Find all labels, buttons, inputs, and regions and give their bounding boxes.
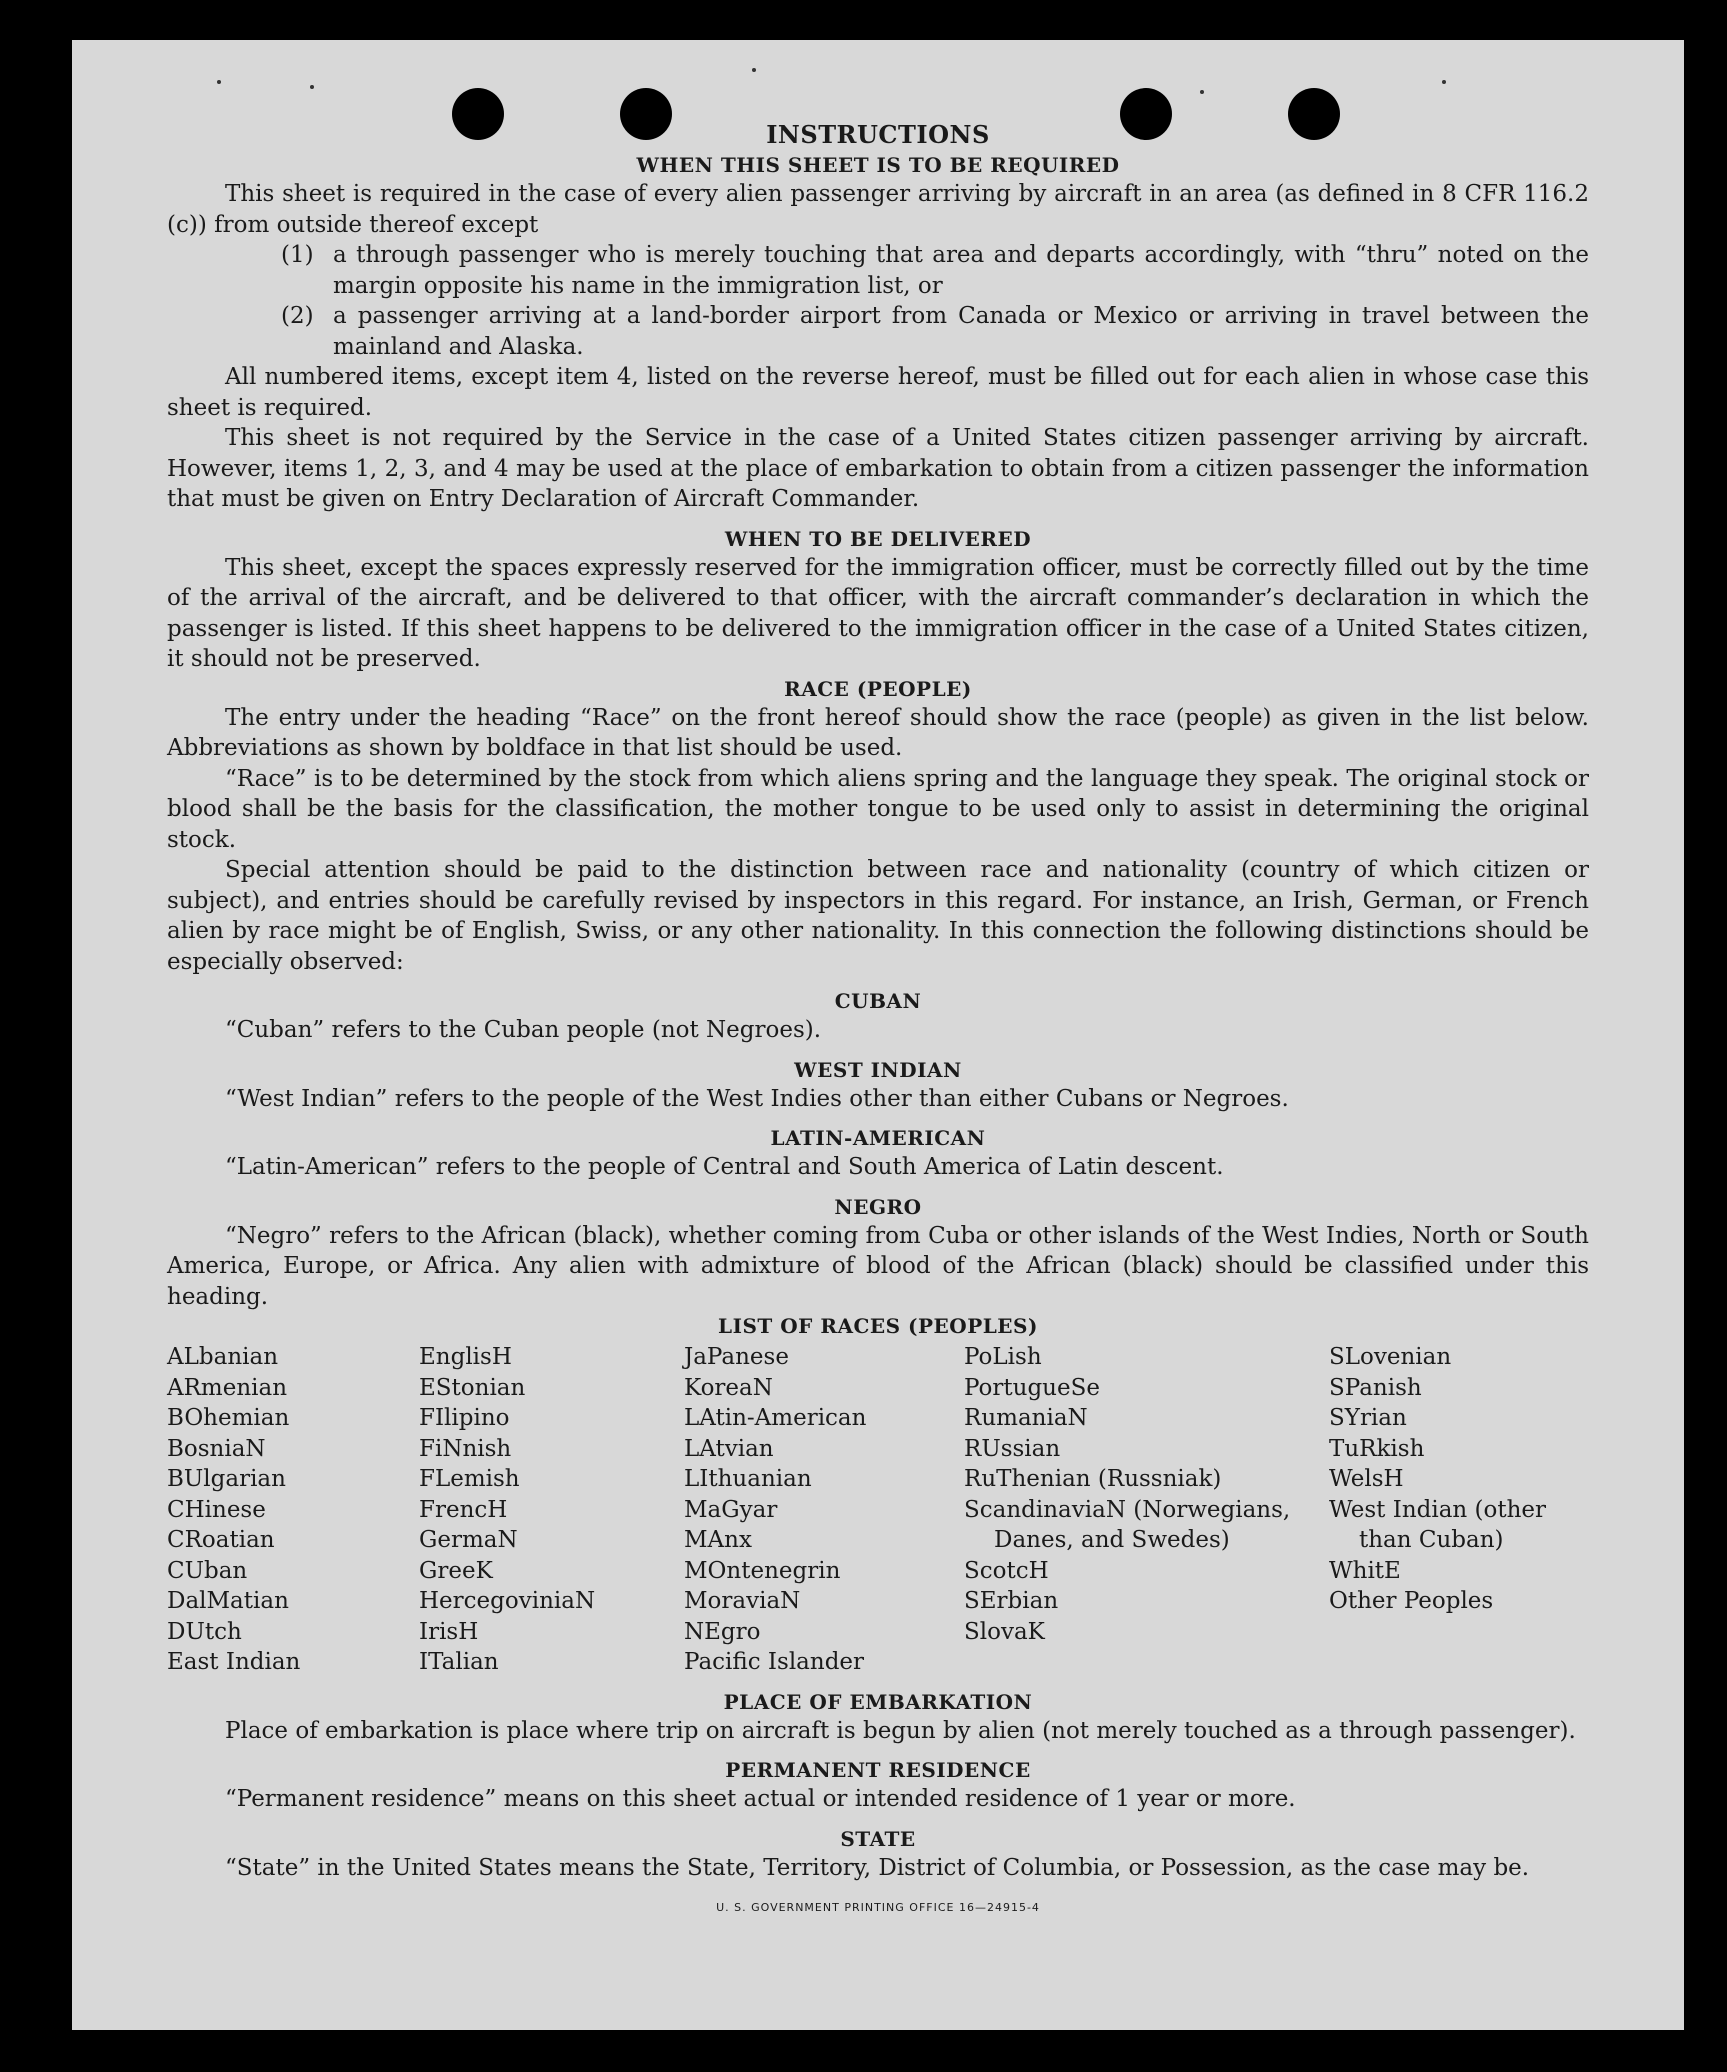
race-entry: ScotcH [964,1557,1049,1584]
race-entry: FrencH [419,1496,508,1523]
race-entry: PoLish [964,1344,1042,1370]
list-item [167,301,1589,362]
race-entry: ARmenian [167,1374,288,1401]
race-entry: EStonian [419,1374,526,1401]
race-entry: JaPanese [684,1344,789,1370]
race-entry: FIlipino [419,1405,510,1431]
race-entry: GreeK [419,1557,493,1584]
speck [1442,80,1446,84]
race-entry: WelsH [1329,1466,1404,1492]
paragraph: This sheet, except the spaces expressly reserved for the immigration officer, must be correctly filled out by the time of the arrival of the aircraft, and be delivered to that officer, with the aircraft commander’s declaration in which the passenger is listed. If this sheet happens to be delivered to the immigration officer in the case of a United States citizen, it should not be preserved. [167,554,1589,672]
race-entry: SErbian [964,1588,1059,1614]
race-entry: ALbanian [167,1344,279,1370]
paragraph: The entry under the heading “Race” on the front hereof should show the race (people) as given in the list below. Abbreviations as shown by boldface in that list should be used. [167,704,1589,761]
race-entry: TuRkish [1329,1435,1425,1462]
race-entry: East Indian [167,1649,301,1675]
paragraph: “State” in the United States means the State, Territory, District of Columbia, or Possession, as the case may be. [225,1854,1530,1881]
list-item [167,240,1589,301]
item-text: a through passenger who is merely touching that area and departs accordingly, with “thru” noted on the margin opposite his name in the immigration list, or [333,242,1589,299]
page-title: INSTRUCTIONS [766,120,990,149]
race-entry: BosniaN [167,1435,266,1462]
race-entry: NEgro [684,1618,761,1645]
speck [1200,90,1204,94]
races-column [964,1342,1329,1678]
section-heading-cuban: CUBAN [834,989,922,1013]
speck [217,80,221,84]
section-heading-latin-american: LATIN-AMERICAN [770,1126,986,1150]
race-entry: LIthuanian [684,1466,812,1492]
paragraph: “Race” is to be determined by the stock from which aliens spring and the language they speak. The original stock or blood shall be the basis for the classification, the mother tongue to be used only to assist in determining the original stock. [167,765,1589,853]
section-heading-delivered: WHEN TO BE DELIVERED [724,526,1032,551]
race-entry: BUlgarian [167,1466,286,1492]
race-entry: IrisH [419,1618,479,1645]
section-heading-required: WHEN THIS SHEET IS TO BE REQUIRED [636,153,1120,177]
printer-footer: U. S. GOVERNMENT PRINTING OFFICE 16—24915-4 [716,1901,1040,1914]
punch-hole [452,88,504,140]
paragraph: Place of embarkation is place where trip on aircraft is begun by alien (not merely touched as a through passenger). [225,1717,1576,1744]
paragraph: This sheet is not required by the Service in the case of a United States citizen passenger arriving by aircraft. However, items 1, 2, 3, and 4 may be used at the place of embarkation to obtain from a citizen passenger the information that must be given on Entry Declaration of Aircraft Commander. [167,425,1589,512]
section-heading-state: STATE [840,1826,916,1851]
race-entry: MoraviaN [684,1588,801,1614]
race-entry: Other Peoples [1329,1588,1494,1614]
section-heading-negro: NEGRO [834,1194,922,1219]
race-entry: LAtvian [684,1435,774,1462]
paragraph: All numbered items, except item 4, listed on the reverse hereof, must be filled out for each alien in whose case this sheet is required. [167,364,1589,421]
races-column [1329,1342,1589,1678]
races-column [684,1342,964,1678]
race-entry: RUssian [964,1435,1061,1462]
race-entry: West Indian (other than Cuban) [1329,1496,1547,1553]
speck [310,85,314,89]
race-entry: SlovaK [964,1618,1045,1645]
race-entry: FiNnish [419,1435,512,1462]
races-column [167,1342,419,1678]
race-entry: RuThenian (Russniak) [964,1466,1222,1492]
race-entry: DalMatian [167,1588,289,1614]
paragraph: “West Indian” refers to the people of the West Indies other than either Cubans or Negroes. [225,1085,1289,1112]
race-entry: KoreaN [684,1374,773,1401]
speck [752,68,756,72]
race-entry: CUban [167,1557,248,1584]
race-entry: SYrian [1329,1405,1407,1431]
document-page [72,40,1684,2030]
race-entry: GermaN [419,1527,518,1553]
race-entry: HercegoviniaN [419,1588,596,1614]
race-entry: MAnx [684,1527,752,1553]
race-entry: SPanish [1329,1374,1422,1401]
race-entry: WhitE [1329,1557,1401,1584]
race-entry: Pacific Islander [684,1649,865,1675]
punch-hole [620,88,672,140]
race-entry: LAtin-American [684,1405,867,1431]
paragraph: Special attention should be paid to the distinction between race and nationality (country of which citizen or subject), and entries should be carefully revised by inspectors in this regard. For instance, an Irish, German, or French alien by race might be of English, Swiss, or any other nationality. In this connection the following distinctions should be especially observed: [167,857,1589,975]
section-heading-embarkation: PLACE OF EMBARKATION [723,1689,1033,1714]
paragraph: This sheet is required in the case of every alien passenger arriving by aircraft in an area (as defined in 8 CFR 116.2 (c)) from outside thereof except [167,181,1589,238]
race-entry: EnglisH [419,1344,512,1370]
item-number: (1) [281,242,314,268]
race-entry: CRoatian [167,1527,275,1553]
item-number: (2) [281,303,314,329]
paragraph: “Negro” refers to the African (black), whether coming from Cuba or other islands of the West Indies, North or South America, Europe, or Africa. Any alien with admixture of blood of the African (black) should be classified under this heading. [167,1222,1589,1310]
race-entry: PortugueSe [964,1374,1100,1401]
race-entry: DUtch [167,1618,242,1645]
item-text: a passenger arriving at a land-border airport from Canada or Mexico or arriving in travel between the mainland and Alaska. [333,303,1589,360]
section-heading-permanent-residence: PERMANENT RESIDENCE [725,1758,1031,1782]
section-heading-race: RACE (PEOPLE) [784,676,972,701]
section-heading-west-indian: WEST INDIAN [794,1057,962,1082]
race-entry: MOntenegrin [684,1557,841,1584]
races-column [419,1342,684,1678]
race-entry: SLovenian [1329,1344,1452,1370]
race-entry: ITalian [419,1649,499,1675]
paragraph: “Latin-American” refers to the people of Central and South America of Latin descent. [225,1154,1224,1180]
punch-hole [1120,88,1172,140]
paragraph: “Cuban” refers to the Cuban people (not Negroes). [225,1017,822,1043]
section-heading-races: LIST OF RACES (PEOPLES) [718,1314,1038,1338]
race-entry: MaGyar [684,1496,778,1523]
races-table [167,1342,1589,1678]
race-entry: BOhemian [167,1405,290,1431]
punch-hole [1288,88,1340,140]
paragraph: “Permanent residence” means on this sheet actual or intended residence of 1 year or more. [225,1786,1296,1812]
race-entry: RumaniaN [964,1405,1088,1431]
race-entry: ScandinaviaN (Norwegians, Danes, and Swedes) [964,1496,1291,1553]
race-entry: CHinese [167,1496,266,1523]
race-entry: FLemish [419,1466,520,1492]
